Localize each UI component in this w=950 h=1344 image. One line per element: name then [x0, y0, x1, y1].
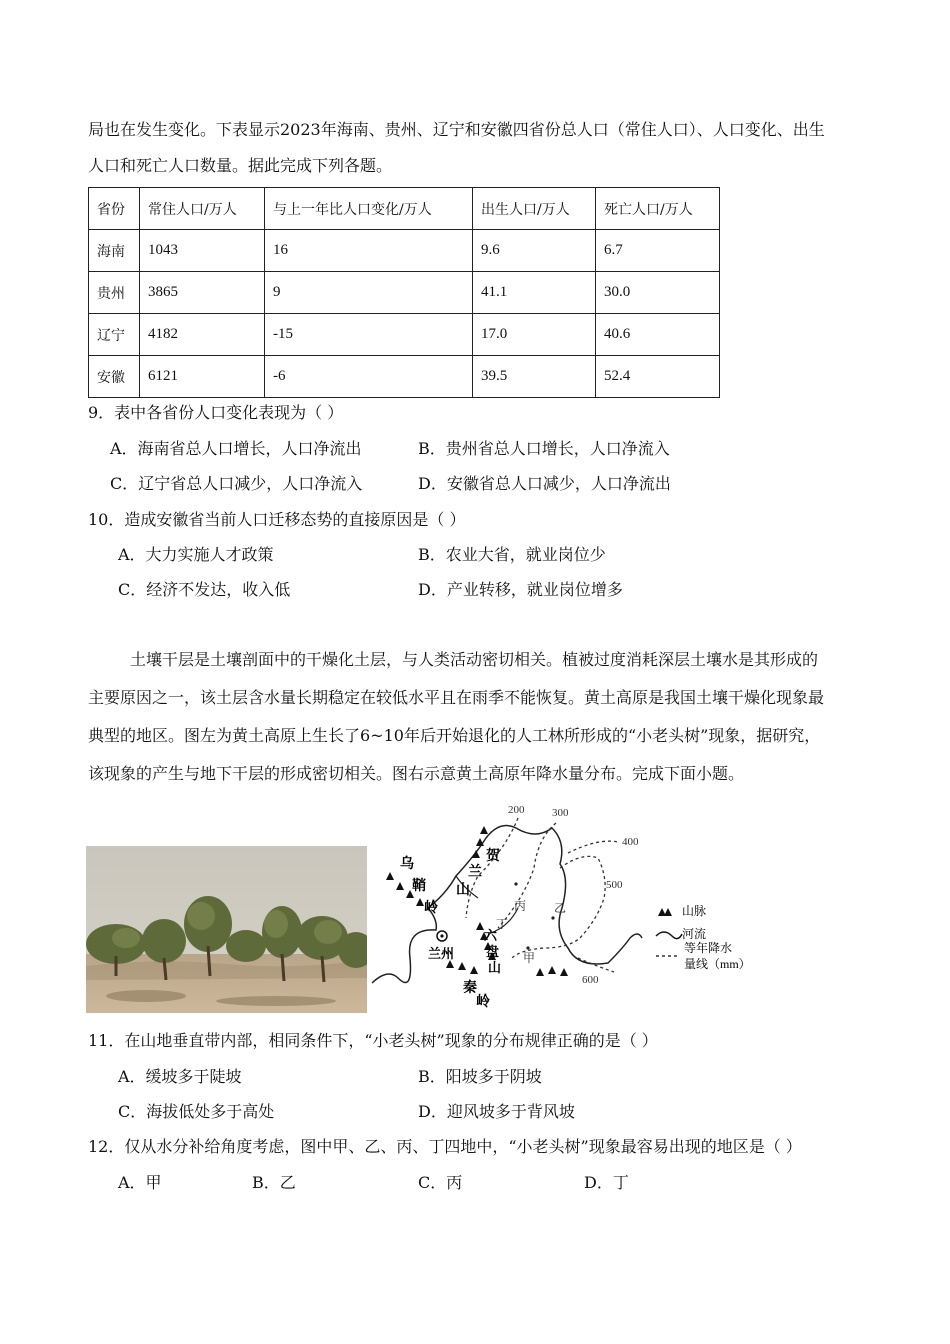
precipitation-map: [368, 798, 768, 1013]
mountain-label: 秦: [463, 981, 477, 996]
legend-isoline-1: 等年降水: [684, 941, 733, 955]
intro-line-1: 局也在发生变化。下表显示2023年海南、贵州、辽宁和安徽四省份总人口（常住人口）、人口变化、出生: [88, 120, 825, 139]
table-row: [89, 230, 720, 272]
city-label-lanzhou: 兰州: [428, 946, 455, 961]
table-cell: 4182: [140, 314, 265, 356]
legend-mountain: 山脉: [682, 904, 707, 918]
table-cell: 30.0: [596, 272, 720, 314]
q9-option-b[interactable]: B．贵州省总人口增长，人口净流入: [418, 439, 670, 458]
table-cell: -6: [265, 356, 473, 398]
table-cell: 40.6: [596, 314, 720, 356]
intro-line-2: 人口和死亡人口数量。据此完成下列各题。: [88, 156, 393, 175]
isoline-label: 500: [606, 879, 623, 891]
q11-stem: 11．在山地垂直带内部，相同条件下，“小老头树”现象的分布规律正确的是（ ）: [88, 1031, 658, 1050]
header-change: 与上一年比人口变化/万人: [265, 188, 473, 230]
table-cell: 3865: [140, 272, 265, 314]
q12-option-d[interactable]: D．丁: [584, 1173, 629, 1192]
population-table: [88, 187, 720, 398]
table-row: [89, 314, 720, 356]
q11-option-d[interactable]: D．迎风坡多于背风坡: [418, 1102, 575, 1121]
mountain-label: 山: [456, 883, 470, 898]
isoline-label: 600: [582, 974, 599, 986]
q9-option-a[interactable]: A．海南省总人口增长，人口净流出: [110, 439, 362, 458]
table-cell: 1043: [140, 230, 265, 272]
place-label-jia: 甲: [523, 951, 536, 965]
q11-option-c[interactable]: C．海拔低处多于高处: [118, 1102, 275, 1121]
q12-option-a[interactable]: A．甲: [118, 1173, 162, 1192]
mountain-label: 乌: [400, 857, 414, 872]
mountain-label: 六: [484, 928, 498, 943]
degraded-trees-photo: [86, 846, 367, 1013]
passage2-line-2: 主要原因之一，该土层含水量长期稳定在较低水平且在雨季不能恢复。黄土高原是我国土壤干燥化现象最: [88, 688, 825, 707]
table-cell: 6121: [140, 356, 265, 398]
q9-stem: 9．表中各省份人口变化表现为（ ）: [88, 403, 344, 422]
q10-option-b[interactable]: B．农业大省，就业岗位少: [418, 545, 606, 564]
place-label-ding: 丁: [496, 917, 509, 931]
table-header-row: [89, 188, 720, 230]
q10-stem: 10．造成安徽省当前人口迁移态势的直接原因是（ ）: [88, 510, 466, 529]
legend-river: 河流: [682, 927, 707, 941]
isoline-label: 400: [622, 836, 639, 848]
table-cell: 6.7: [596, 230, 720, 272]
table-cell: 辽宁: [89, 314, 140, 356]
table-cell: 41.1: [473, 272, 596, 314]
map-legend: [656, 904, 751, 971]
q11-option-b[interactable]: B．阳坡多于阴坡: [418, 1067, 542, 1086]
table-cell: 9.6: [473, 230, 596, 272]
table-cell: 9: [265, 272, 473, 314]
place-label-bing: 丙: [514, 899, 527, 913]
mountain-label: 岭: [424, 901, 438, 916]
mountain-label: 岭: [476, 995, 490, 1010]
table-cell: 52.4: [596, 356, 720, 398]
table-cell: -15: [265, 314, 473, 356]
table-cell: 贵州: [89, 272, 140, 314]
q12-stem: 12．仅从水分补给角度考虑，图中甲、乙、丙、丁四地中，“小老头树”现象最容易出现的地区是（ ）: [88, 1137, 802, 1156]
isoline-label: 200: [508, 804, 525, 816]
mountain-label: 山: [488, 960, 502, 975]
q12-option-b[interactable]: B．乙: [252, 1173, 296, 1192]
table-cell: 海南: [89, 230, 140, 272]
header-resident: 常住人口/万人: [140, 188, 265, 230]
q10-option-c[interactable]: C．经济不发达，收入低: [118, 580, 291, 599]
mountain-range-icon: [386, 826, 568, 976]
q9-option-c[interactable]: C．辽宁省总人口减少，人口净流入: [110, 474, 363, 493]
header-births: 出生人口/万人: [473, 188, 596, 230]
isoline-label: 300: [552, 807, 569, 819]
passage2-line-1: 土壤干层是土壤剖面中的干燥化土层，与人类活动密切相关。植被过度消耗深层土壤水是其形成的: [130, 650, 819, 669]
q10-option-d[interactable]: D．产业转移，就业岗位增多: [418, 580, 623, 599]
mountain-label: 鞘: [412, 879, 426, 894]
table-cell: 安徽: [89, 356, 140, 398]
table-row: [89, 272, 720, 314]
mountain-label: 盘: [486, 944, 500, 959]
place-label-yi: 乙: [554, 901, 567, 915]
q12-option-c[interactable]: C．丙: [418, 1173, 463, 1192]
q11-option-a[interactable]: A．缓坡多于陡坡: [118, 1067, 242, 1086]
table-cell: 17.0: [473, 314, 596, 356]
header-province: 省份: [89, 188, 140, 230]
q9-option-d[interactable]: D．安徽省总人口减少，人口净流出: [418, 474, 671, 493]
q10-option-a[interactable]: A．大力实施人才政策: [118, 545, 274, 564]
table-row: [89, 356, 720, 398]
passage2-line-4: 该现象的产生与地下干层的形成密切相关。图右示意黄土高原年降水量分布。完成下面小题。: [88, 764, 745, 783]
legend-isoline-2: 量线（mm）: [684, 957, 751, 971]
table-cell: 39.5: [473, 356, 596, 398]
table-cell: 16: [265, 230, 473, 272]
header-deaths: 死亡人口/万人: [596, 188, 720, 230]
mountain-label: 贺: [486, 849, 500, 864]
passage2-line-3: 典型的地区。图左为黄土高原上生长了6~10年后开始退化的人工林所形成的“小老头树”现象，据研究，: [88, 726, 821, 745]
mountain-label: 兰: [468, 865, 482, 880]
